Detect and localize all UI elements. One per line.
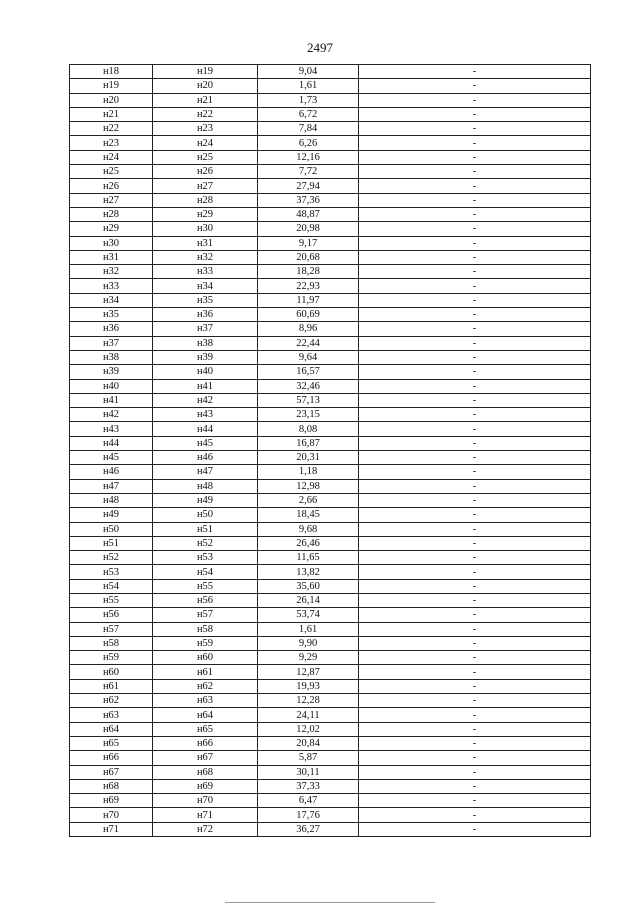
table-row bbox=[70, 336, 591, 350]
from-point-cell: н49 bbox=[70, 508, 153, 522]
table-row bbox=[70, 107, 591, 121]
note-cell: - bbox=[359, 150, 591, 164]
from-point-cell: н28 bbox=[70, 207, 153, 221]
distance-cell: 7,84 bbox=[258, 122, 359, 136]
distance-cell: 20,31 bbox=[258, 451, 359, 465]
distance-cell: 6,72 bbox=[258, 107, 359, 121]
table-row bbox=[70, 822, 591, 836]
note-cell: - bbox=[359, 293, 591, 307]
to-point-cell: н31 bbox=[153, 236, 258, 250]
note-cell: - bbox=[359, 107, 591, 121]
table-body bbox=[70, 65, 591, 837]
to-point-cell: н33 bbox=[153, 265, 258, 279]
distance-cell: 20,98 bbox=[258, 222, 359, 236]
from-point-cell: н18 bbox=[70, 65, 153, 79]
note-cell: - bbox=[359, 636, 591, 650]
note-cell: - bbox=[359, 179, 591, 193]
to-point-cell: н45 bbox=[153, 436, 258, 450]
footer-divider bbox=[225, 902, 435, 903]
note-cell: - bbox=[359, 365, 591, 379]
from-point-cell: н23 bbox=[70, 136, 153, 150]
table-row bbox=[70, 522, 591, 536]
note-cell: - bbox=[359, 236, 591, 250]
from-point-cell: н25 bbox=[70, 165, 153, 179]
note-cell: - bbox=[359, 436, 591, 450]
from-point-cell: н36 bbox=[70, 322, 153, 336]
from-point-cell: н43 bbox=[70, 422, 153, 436]
note-cell: - bbox=[359, 722, 591, 736]
to-point-cell: н46 bbox=[153, 451, 258, 465]
to-point-cell: н34 bbox=[153, 279, 258, 293]
distance-cell: 26,14 bbox=[258, 593, 359, 607]
from-point-cell: н54 bbox=[70, 579, 153, 593]
note-cell: - bbox=[359, 622, 591, 636]
boundary-segments-table bbox=[69, 64, 591, 837]
to-point-cell: н62 bbox=[153, 679, 258, 693]
table-row bbox=[70, 551, 591, 565]
table-row bbox=[70, 193, 591, 207]
note-cell: - bbox=[359, 808, 591, 822]
table-row bbox=[70, 279, 591, 293]
from-point-cell: н70 bbox=[70, 808, 153, 822]
from-point-cell: н26 bbox=[70, 179, 153, 193]
from-point-cell: н66 bbox=[70, 751, 153, 765]
from-point-cell: н19 bbox=[70, 79, 153, 93]
distance-cell: 9,64 bbox=[258, 350, 359, 364]
note-cell: - bbox=[359, 493, 591, 507]
distance-cell: 9,17 bbox=[258, 236, 359, 250]
from-point-cell: н29 bbox=[70, 222, 153, 236]
to-point-cell: н69 bbox=[153, 779, 258, 793]
note-cell: - bbox=[359, 579, 591, 593]
note-cell: - bbox=[359, 608, 591, 622]
to-point-cell: н20 bbox=[153, 79, 258, 93]
table-row bbox=[70, 451, 591, 465]
distance-cell: 12,02 bbox=[258, 722, 359, 736]
distance-cell: 12,16 bbox=[258, 150, 359, 164]
table-row bbox=[70, 93, 591, 107]
to-point-cell: н42 bbox=[153, 393, 258, 407]
from-point-cell: н31 bbox=[70, 250, 153, 264]
note-cell: - bbox=[359, 322, 591, 336]
distance-cell: 27,94 bbox=[258, 179, 359, 193]
from-point-cell: н30 bbox=[70, 236, 153, 250]
to-point-cell: н47 bbox=[153, 465, 258, 479]
distance-cell: 1,61 bbox=[258, 79, 359, 93]
from-point-cell: н21 bbox=[70, 107, 153, 121]
from-point-cell: н65 bbox=[70, 736, 153, 750]
distance-cell: 6,47 bbox=[258, 794, 359, 808]
table-row bbox=[70, 79, 591, 93]
to-point-cell: н66 bbox=[153, 736, 258, 750]
note-cell: - bbox=[359, 565, 591, 579]
note-cell: - bbox=[359, 708, 591, 722]
to-point-cell: н56 bbox=[153, 593, 258, 607]
from-point-cell: н41 bbox=[70, 393, 153, 407]
from-point-cell: н27 bbox=[70, 193, 153, 207]
table-row bbox=[70, 265, 591, 279]
table-row bbox=[70, 708, 591, 722]
note-cell: - bbox=[359, 222, 591, 236]
from-point-cell: н57 bbox=[70, 622, 153, 636]
from-point-cell: н45 bbox=[70, 451, 153, 465]
distance-cell: 11,97 bbox=[258, 293, 359, 307]
from-point-cell: н53 bbox=[70, 565, 153, 579]
note-cell: - bbox=[359, 822, 591, 836]
distance-cell: 6,26 bbox=[258, 136, 359, 150]
to-point-cell: н64 bbox=[153, 708, 258, 722]
from-point-cell: н20 bbox=[70, 93, 153, 107]
from-point-cell: н61 bbox=[70, 679, 153, 693]
note-cell: - bbox=[359, 65, 591, 79]
distance-cell: 5,87 bbox=[258, 751, 359, 765]
from-point-cell: н33 bbox=[70, 279, 153, 293]
from-point-cell: н39 bbox=[70, 365, 153, 379]
distance-cell: 53,74 bbox=[258, 608, 359, 622]
note-cell: - bbox=[359, 794, 591, 808]
distance-cell: 12,98 bbox=[258, 479, 359, 493]
distance-cell: 17,76 bbox=[258, 808, 359, 822]
to-point-cell: н58 bbox=[153, 622, 258, 636]
to-point-cell: н21 bbox=[153, 93, 258, 107]
from-point-cell: н32 bbox=[70, 265, 153, 279]
note-cell: - bbox=[359, 250, 591, 264]
to-point-cell: н55 bbox=[153, 579, 258, 593]
distance-cell: 8,08 bbox=[258, 422, 359, 436]
table-row bbox=[70, 136, 591, 150]
note-cell: - bbox=[359, 679, 591, 693]
table-row bbox=[70, 408, 591, 422]
table-row bbox=[70, 179, 591, 193]
distance-cell: 9,68 bbox=[258, 522, 359, 536]
note-cell: - bbox=[359, 736, 591, 750]
table-row bbox=[70, 751, 591, 765]
note-cell: - bbox=[359, 379, 591, 393]
from-point-cell: н52 bbox=[70, 551, 153, 565]
table-row bbox=[70, 508, 591, 522]
note-cell: - bbox=[359, 308, 591, 322]
distance-cell: 57,13 bbox=[258, 393, 359, 407]
note-cell: - bbox=[359, 451, 591, 465]
note-cell: - bbox=[359, 93, 591, 107]
note-cell: - bbox=[359, 479, 591, 493]
to-point-cell: н61 bbox=[153, 665, 258, 679]
distance-cell: 32,46 bbox=[258, 379, 359, 393]
table-row bbox=[70, 165, 591, 179]
table-row bbox=[70, 722, 591, 736]
note-cell: - bbox=[359, 465, 591, 479]
note-cell: - bbox=[359, 508, 591, 522]
note-cell: - bbox=[359, 165, 591, 179]
distance-cell: 26,46 bbox=[258, 536, 359, 550]
table-row bbox=[70, 308, 591, 322]
distance-cell: 20,68 bbox=[258, 250, 359, 264]
to-point-cell: н48 bbox=[153, 479, 258, 493]
note-cell: - bbox=[359, 265, 591, 279]
distance-cell: 11,65 bbox=[258, 551, 359, 565]
distance-cell: 37,36 bbox=[258, 193, 359, 207]
from-point-cell: н68 bbox=[70, 779, 153, 793]
page-number: 2497 bbox=[307, 40, 333, 55]
to-point-cell: н54 bbox=[153, 565, 258, 579]
to-point-cell: н65 bbox=[153, 722, 258, 736]
table-row bbox=[70, 250, 591, 264]
table-row bbox=[70, 636, 591, 650]
table-row bbox=[70, 322, 591, 336]
to-point-cell: н68 bbox=[153, 765, 258, 779]
distance-cell: 22,44 bbox=[258, 336, 359, 350]
from-point-cell: н40 bbox=[70, 379, 153, 393]
to-point-cell: н36 bbox=[153, 308, 258, 322]
distance-cell: 7,72 bbox=[258, 165, 359, 179]
from-point-cell: н56 bbox=[70, 608, 153, 622]
note-cell: - bbox=[359, 551, 591, 565]
distance-cell: 2,66 bbox=[258, 493, 359, 507]
from-point-cell: н60 bbox=[70, 665, 153, 679]
table-row bbox=[70, 808, 591, 822]
table-row bbox=[70, 393, 591, 407]
table-row bbox=[70, 679, 591, 693]
table-row bbox=[70, 565, 591, 579]
to-point-cell: н53 bbox=[153, 551, 258, 565]
distance-cell: 35,60 bbox=[258, 579, 359, 593]
table-row bbox=[70, 479, 591, 493]
table-row bbox=[70, 207, 591, 221]
table-row bbox=[70, 665, 591, 679]
table-row bbox=[70, 579, 591, 593]
table-row bbox=[70, 622, 591, 636]
to-point-cell: н63 bbox=[153, 694, 258, 708]
distance-cell: 22,93 bbox=[258, 279, 359, 293]
from-point-cell: н51 bbox=[70, 536, 153, 550]
to-point-cell: н28 bbox=[153, 193, 258, 207]
note-cell: - bbox=[359, 193, 591, 207]
to-point-cell: н32 bbox=[153, 250, 258, 264]
distance-cell: 8,96 bbox=[258, 322, 359, 336]
table-row bbox=[70, 436, 591, 450]
distance-cell: 18,28 bbox=[258, 265, 359, 279]
note-cell: - bbox=[359, 651, 591, 665]
distance-cell: 19,93 bbox=[258, 679, 359, 693]
note-cell: - bbox=[359, 336, 591, 350]
to-point-cell: н44 bbox=[153, 422, 258, 436]
distance-cell: 48,87 bbox=[258, 207, 359, 221]
to-point-cell: н59 bbox=[153, 636, 258, 650]
note-cell: - bbox=[359, 522, 591, 536]
distance-cell: 9,90 bbox=[258, 636, 359, 650]
distance-cell: 24,11 bbox=[258, 708, 359, 722]
distance-cell: 1,61 bbox=[258, 622, 359, 636]
note-cell: - bbox=[359, 122, 591, 136]
to-point-cell: н51 bbox=[153, 522, 258, 536]
distance-cell: 16,57 bbox=[258, 365, 359, 379]
from-point-cell: н63 bbox=[70, 708, 153, 722]
note-cell: - bbox=[359, 408, 591, 422]
distance-cell: 9,29 bbox=[258, 651, 359, 665]
to-point-cell: н72 bbox=[153, 822, 258, 836]
to-point-cell: н19 bbox=[153, 65, 258, 79]
to-point-cell: н26 bbox=[153, 165, 258, 179]
to-point-cell: н57 bbox=[153, 608, 258, 622]
from-point-cell: н71 bbox=[70, 822, 153, 836]
from-point-cell: н67 bbox=[70, 765, 153, 779]
to-point-cell: н39 bbox=[153, 350, 258, 364]
from-point-cell: н62 bbox=[70, 694, 153, 708]
to-point-cell: н49 bbox=[153, 493, 258, 507]
table-row bbox=[70, 236, 591, 250]
distance-cell: 9,04 bbox=[258, 65, 359, 79]
distance-cell: 13,82 bbox=[258, 565, 359, 579]
table-row bbox=[70, 779, 591, 793]
table-row bbox=[70, 222, 591, 236]
note-cell: - bbox=[359, 350, 591, 364]
distance-cell: 23,15 bbox=[258, 408, 359, 422]
table-row bbox=[70, 465, 591, 479]
from-point-cell: н55 bbox=[70, 593, 153, 607]
from-point-cell: н69 bbox=[70, 794, 153, 808]
from-point-cell: н48 bbox=[70, 493, 153, 507]
from-point-cell: н59 bbox=[70, 651, 153, 665]
from-point-cell: н35 bbox=[70, 308, 153, 322]
note-cell: - bbox=[359, 136, 591, 150]
note-cell: - bbox=[359, 279, 591, 293]
from-point-cell: н50 bbox=[70, 522, 153, 536]
from-point-cell: н46 bbox=[70, 465, 153, 479]
to-point-cell: н60 bbox=[153, 651, 258, 665]
note-cell: - bbox=[359, 422, 591, 436]
to-point-cell: н22 bbox=[153, 107, 258, 121]
note-cell: - bbox=[359, 536, 591, 550]
to-point-cell: н29 bbox=[153, 207, 258, 221]
note-cell: - bbox=[359, 207, 591, 221]
from-point-cell: н22 bbox=[70, 122, 153, 136]
distance-cell: 1,73 bbox=[258, 93, 359, 107]
to-point-cell: н27 bbox=[153, 179, 258, 193]
to-point-cell: н71 bbox=[153, 808, 258, 822]
from-point-cell: н34 bbox=[70, 293, 153, 307]
table-row bbox=[70, 694, 591, 708]
distance-cell: 16,87 bbox=[258, 436, 359, 450]
table-row bbox=[70, 293, 591, 307]
to-point-cell: н23 bbox=[153, 122, 258, 136]
from-point-cell: н37 bbox=[70, 336, 153, 350]
distance-cell: 1,18 bbox=[258, 465, 359, 479]
distance-cell: 18,45 bbox=[258, 508, 359, 522]
distance-cell: 30,11 bbox=[258, 765, 359, 779]
from-point-cell: н64 bbox=[70, 722, 153, 736]
table-row bbox=[70, 422, 591, 436]
note-cell: - bbox=[359, 779, 591, 793]
note-cell: - bbox=[359, 593, 591, 607]
distance-cell: 20,84 bbox=[258, 736, 359, 750]
to-point-cell: н30 bbox=[153, 222, 258, 236]
to-point-cell: н43 bbox=[153, 408, 258, 422]
table-row bbox=[70, 122, 591, 136]
table-row bbox=[70, 736, 591, 750]
table-row bbox=[70, 651, 591, 665]
table-row bbox=[70, 765, 591, 779]
to-point-cell: н24 bbox=[153, 136, 258, 150]
note-cell: - bbox=[359, 393, 591, 407]
from-point-cell: н47 bbox=[70, 479, 153, 493]
note-cell: - bbox=[359, 694, 591, 708]
note-cell: - bbox=[359, 765, 591, 779]
table-row bbox=[70, 593, 591, 607]
distance-cell: 12,87 bbox=[258, 665, 359, 679]
distance-cell: 60,69 bbox=[258, 308, 359, 322]
from-point-cell: н42 bbox=[70, 408, 153, 422]
to-point-cell: н50 bbox=[153, 508, 258, 522]
table-row bbox=[70, 608, 591, 622]
to-point-cell: н37 bbox=[153, 322, 258, 336]
table-row bbox=[70, 379, 591, 393]
table-row bbox=[70, 536, 591, 550]
table-row bbox=[70, 65, 591, 79]
table-row bbox=[70, 365, 591, 379]
distance-cell: 37,33 bbox=[258, 779, 359, 793]
distance-cell: 36,27 bbox=[258, 822, 359, 836]
note-cell: - bbox=[359, 79, 591, 93]
table-row bbox=[70, 493, 591, 507]
to-point-cell: н70 bbox=[153, 794, 258, 808]
to-point-cell: н25 bbox=[153, 150, 258, 164]
from-point-cell: н58 bbox=[70, 636, 153, 650]
distance-cell: 12,28 bbox=[258, 694, 359, 708]
to-point-cell: н38 bbox=[153, 336, 258, 350]
from-point-cell: н44 bbox=[70, 436, 153, 450]
from-point-cell: н24 bbox=[70, 150, 153, 164]
to-point-cell: н40 bbox=[153, 365, 258, 379]
to-point-cell: н52 bbox=[153, 536, 258, 550]
table-row bbox=[70, 794, 591, 808]
from-point-cell: н38 bbox=[70, 350, 153, 364]
to-point-cell: н41 bbox=[153, 379, 258, 393]
note-cell: - bbox=[359, 665, 591, 679]
to-point-cell: н67 bbox=[153, 751, 258, 765]
to-point-cell: н35 bbox=[153, 293, 258, 307]
table-row bbox=[70, 150, 591, 164]
table-row bbox=[70, 350, 591, 364]
note-cell: - bbox=[359, 751, 591, 765]
